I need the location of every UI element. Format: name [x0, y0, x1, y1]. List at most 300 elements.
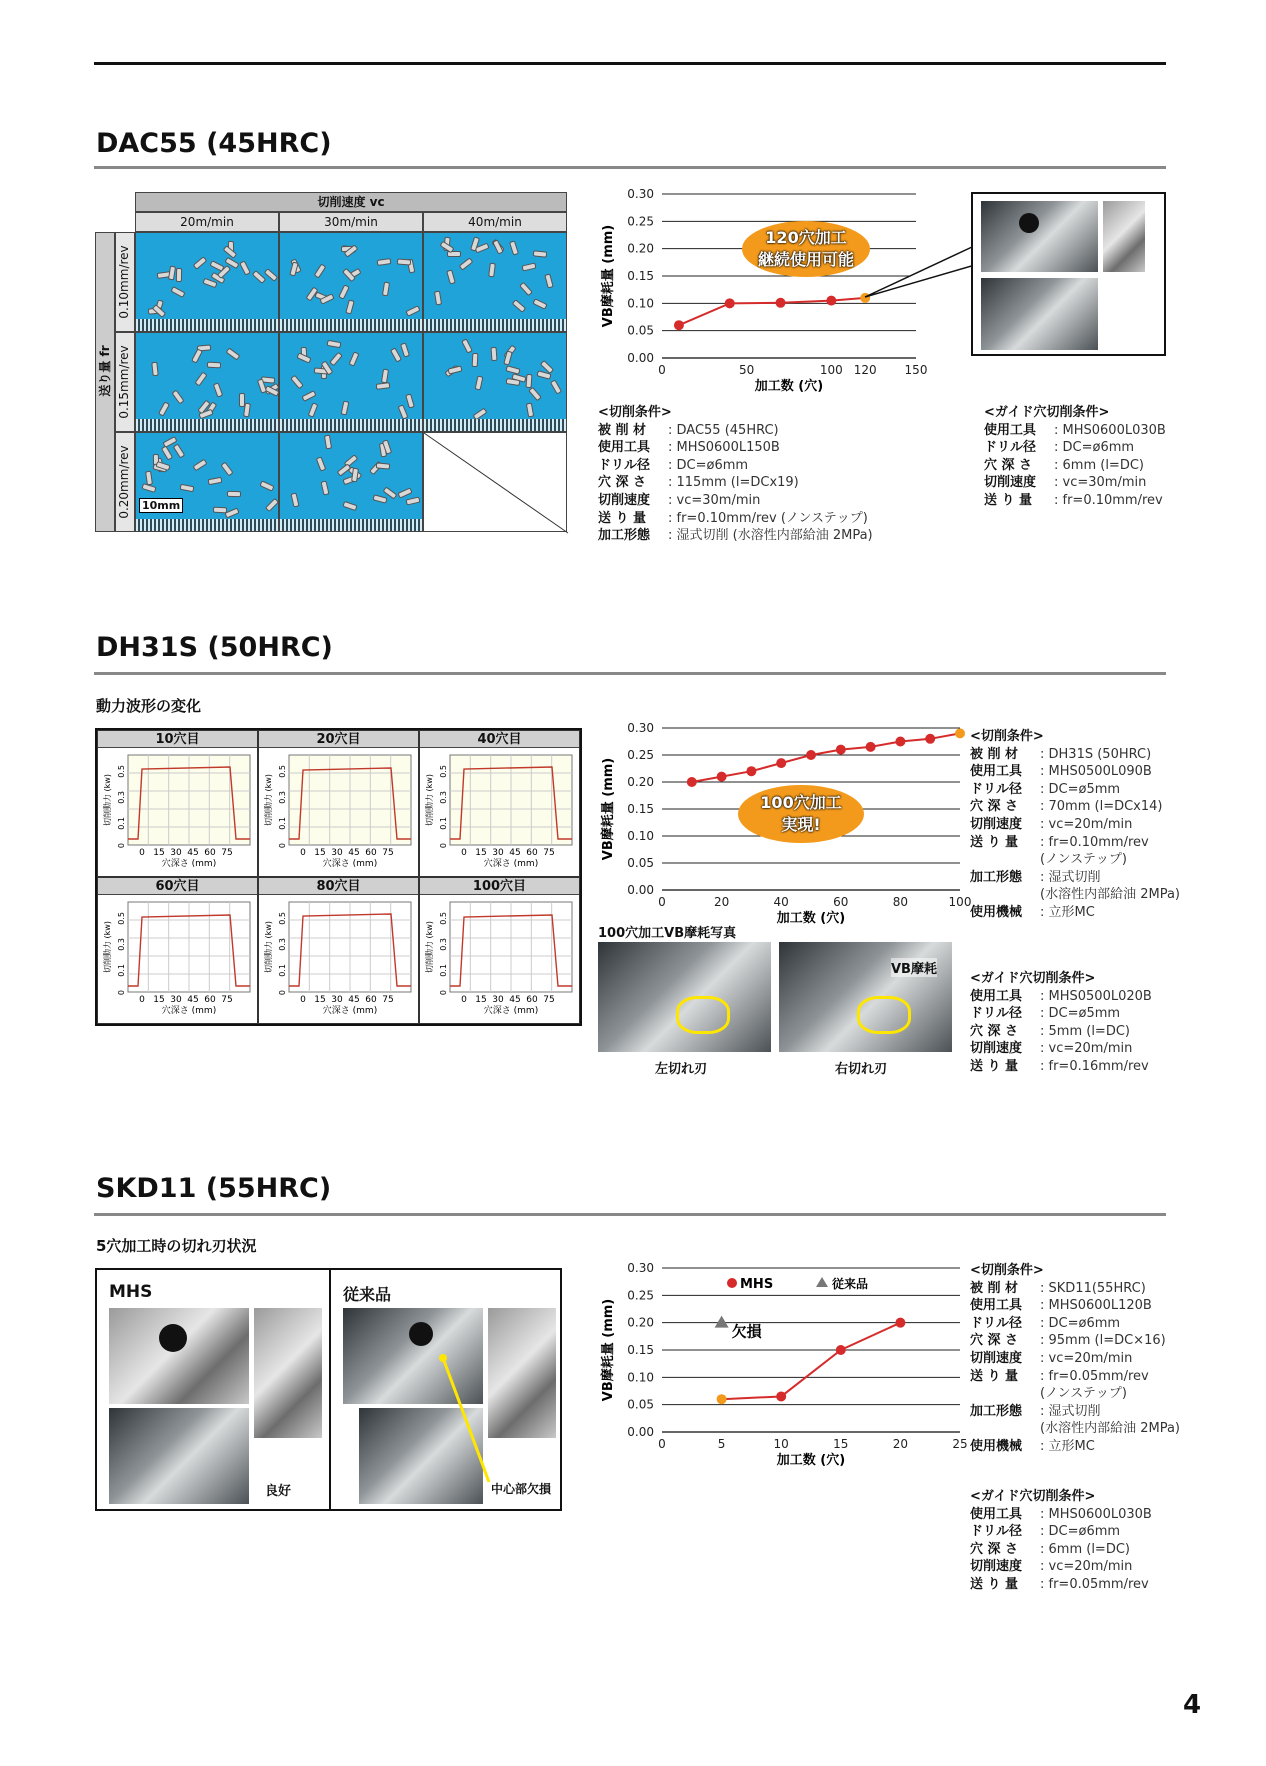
- condition-value: : vc=20m/min: [1040, 1350, 1133, 1366]
- wave-panel: [419, 730, 580, 877]
- condition-value: : 立形MC: [1040, 904, 1095, 920]
- wave-xtick: 15: [475, 848, 487, 858]
- condition-row: [970, 834, 1180, 852]
- data-point: [836, 745, 846, 755]
- wave-ytick: 0.5: [117, 912, 126, 925]
- condition-value: : fr=0.10mm/rev: [1040, 834, 1149, 850]
- condition-value: : 115mm (l=DCx19): [668, 475, 799, 491]
- x-tick-label: 25: [952, 1437, 968, 1451]
- data-point: [776, 298, 786, 308]
- y-tick-label: 0.30: [627, 721, 654, 735]
- wave-xtick: 15: [153, 848, 165, 858]
- y-tick-label: 0.10: [627, 829, 654, 843]
- wave-xlabel: 穴深さ (mm): [483, 1006, 539, 1016]
- data-point: [836, 1345, 846, 1355]
- wave-panel: [258, 877, 419, 1024]
- legend-mhs: MHS: [740, 1277, 774, 1292]
- y-tick-label: 0.00: [627, 351, 654, 365]
- y-tick-label: 0.15: [627, 269, 654, 283]
- condition-label: 使用機械: [970, 904, 1023, 920]
- condition-label: 穴 深 さ: [970, 1333, 1019, 1349]
- x-tick-label: 15: [833, 1437, 849, 1451]
- condition-value: : 5mm (l=DC): [1040, 1023, 1130, 1039]
- condition-value: : 湿式切削: [1040, 869, 1101, 885]
- vb-photo-right: [779, 942, 952, 1052]
- callout-100: [738, 785, 864, 843]
- wave-xtick: 60: [365, 848, 377, 858]
- condition-row: [970, 781, 1180, 799]
- section-title-dh31s: DH31S (50HRC): [96, 632, 333, 663]
- condition-row: [970, 1385, 1180, 1403]
- condition-label: 加工形態: [970, 1403, 1023, 1419]
- y-axis-label: VB摩耗量 (mm): [601, 1298, 616, 1402]
- condition-label: 送 り 量: [970, 834, 1019, 850]
- condition-label: ドリル径: [970, 1315, 1023, 1331]
- wave-ytick: 0: [278, 843, 287, 849]
- condition-value: (ノンステップ): [1040, 852, 1127, 868]
- wave-ylabel: 切削動力 (kw): [425, 774, 434, 826]
- x-tick-label: 10: [773, 1437, 789, 1451]
- condition-value: : MHS0600L120B: [1040, 1298, 1152, 1314]
- y-tick-label: 0.20: [627, 1315, 654, 1330]
- condition-value: : DC=ø6mm: [1040, 1524, 1121, 1540]
- section-rule: [94, 166, 1166, 169]
- wave-panel: [258, 730, 419, 877]
- wave-ytick: 0: [439, 990, 448, 996]
- left-edge-label: 左切れ刃: [655, 1062, 708, 1077]
- x-tick-label: 50: [739, 363, 755, 377]
- center-damage-label: 中心部欠損: [491, 1482, 552, 1496]
- condition-label: 切削速度: [970, 1041, 1023, 1057]
- wave-plot: [98, 749, 259, 878]
- condition-row: [970, 1420, 1180, 1438]
- condition-row: [970, 1403, 1180, 1421]
- x-axis-label: 加工数 (穴): [776, 911, 846, 926]
- callout-120: [742, 221, 870, 277]
- right-edge-label: 右切れ刃: [835, 1062, 888, 1077]
- condition-row: [970, 1576, 1152, 1594]
- condition-row: [970, 1558, 1152, 1576]
- data-point: [826, 296, 836, 306]
- condition-value: : vc=30m/min: [668, 492, 761, 508]
- x-axis-label: 加工数 (穴): [754, 379, 824, 394]
- wave-xlabel: 穴深さ (mm): [161, 1006, 217, 1016]
- condition-value: : vc=20m/min: [1040, 1559, 1133, 1575]
- series-line: [679, 298, 865, 325]
- data-point: [925, 734, 935, 744]
- wave-ytick: 0.1: [117, 817, 126, 830]
- condition-label: 切削速度: [970, 816, 1023, 832]
- x-tick-label: 100: [819, 363, 843, 377]
- damage-pointer: [437, 1354, 497, 1494]
- wave-xtick: 60: [204, 848, 216, 858]
- condition-label: ドリル径: [970, 1006, 1023, 1022]
- x-tick-label: 20: [892, 1437, 909, 1451]
- x-axis-label: 加工数 (穴): [776, 1453, 846, 1468]
- wave-ytick: 0.1: [278, 964, 287, 977]
- wave-ytick: 0.1: [439, 964, 448, 977]
- wave-xtick: 15: [153, 995, 165, 1005]
- wave-xtick: 0: [461, 848, 467, 858]
- condition-label: 被 削 材: [970, 746, 1019, 762]
- condition-label: 穴 深 さ: [970, 1541, 1019, 1557]
- section-title-skd11: SKD11 (55HRC): [96, 1173, 332, 1204]
- page-number: 4: [1183, 1690, 1202, 1720]
- wear-photo-2: [1103, 201, 1145, 272]
- wave-ytick: 0.1: [278, 817, 287, 830]
- wave-plot: [420, 896, 581, 1025]
- chip-photo: [423, 232, 567, 332]
- wave-plot: [98, 896, 259, 1025]
- x-tick-label: 120: [853, 363, 877, 377]
- wave-plot: [420, 749, 581, 878]
- wave-xlabel: 穴深さ (mm): [483, 859, 539, 869]
- data-point: [955, 728, 965, 738]
- y-tick-label: 0.15: [627, 802, 654, 816]
- wave-ylabel: 切削動力 (kw): [264, 774, 273, 826]
- wave-xtick: 30: [492, 995, 504, 1005]
- condition-value: : DAC55 (45HRC): [668, 422, 779, 438]
- condition-value: : fr=0.10mm/rev: [1054, 492, 1163, 508]
- wave-plot: [259, 749, 420, 878]
- legend-conv: 従来品: [832, 1277, 869, 1291]
- wave-ytick: 0.3: [439, 938, 448, 951]
- condition-row: [970, 763, 1180, 781]
- condition-label: 送 り 量: [984, 492, 1033, 508]
- condition-label: [970, 851, 1040, 869]
- condition-label: 穴 深 さ: [984, 457, 1033, 473]
- wave-xtick: 30: [170, 995, 182, 1005]
- conventional-point: [715, 1316, 729, 1328]
- photo-caption: 100穴加工VB摩耗写真: [598, 926, 737, 941]
- condition-label: 使用工具: [970, 1298, 1023, 1314]
- condition-label: ドリル径: [598, 457, 651, 473]
- data-point: [895, 737, 905, 747]
- wave-xtick: 15: [314, 995, 326, 1005]
- condition-row: [984, 422, 1166, 440]
- x-tick-label: 80: [892, 895, 909, 909]
- wave-xtick: 0: [300, 995, 306, 1005]
- x-tick-label: 20: [713, 895, 730, 909]
- y-axis-label: VB摩耗量 (mm): [601, 757, 616, 861]
- condition-row: [598, 439, 873, 457]
- wave-xtick: 75: [543, 848, 555, 858]
- condition-value: : DH31S (50HRC): [1040, 746, 1152, 762]
- condition-value: : MHS0500L020B: [1040, 988, 1152, 1004]
- wave-panel-title: 100穴目: [420, 878, 579, 895]
- section-title-dac55: DAC55 (45HRC): [96, 128, 332, 159]
- condition-value: : MHS0500L090B: [1040, 764, 1152, 780]
- condition-label: 使用工具: [598, 440, 651, 456]
- condition-row: [598, 510, 873, 528]
- condition-value: : MHS0600L030B: [1040, 1506, 1152, 1522]
- condition-label: 送 り 量: [970, 1368, 1019, 1384]
- y-tick-label: 0.15: [627, 1343, 654, 1357]
- condition-row: [984, 492, 1166, 510]
- condition-label: ドリル径: [970, 1524, 1023, 1540]
- y-tick-label: 0.05: [627, 323, 654, 338]
- wear-photo-3: [981, 278, 1098, 350]
- condition-label: 被 削 材: [970, 1280, 1019, 1296]
- condition-value: : fr=0.05mm/rev: [1040, 1576, 1149, 1592]
- condition-label: 送 り 量: [598, 510, 647, 526]
- wave-panel-title: 10穴目: [98, 731, 257, 748]
- condition-value: : 湿式切削 (水溶性内部給油 2MPa): [668, 528, 873, 544]
- condition-label: 使用工具: [970, 764, 1023, 780]
- condition-row: [970, 1541, 1152, 1559]
- conditions-heading: <切削条件>: [970, 1263, 1044, 1278]
- mhs-photo-1: [109, 1308, 249, 1404]
- condition-row: [984, 457, 1166, 475]
- condition-label: 加工形態: [598, 528, 651, 544]
- condition-row: [598, 457, 873, 475]
- wave-ytick: 0.3: [117, 938, 126, 951]
- mhs-photo-2: [254, 1308, 322, 1438]
- speed-40: 40m/min: [423, 212, 567, 232]
- y-tick-label: 0.20: [627, 775, 654, 789]
- condition-row: [970, 851, 1180, 869]
- wave-ylabel: 切削動力 (kw): [103, 774, 112, 826]
- wave-xtick: 45: [509, 995, 521, 1005]
- condition-value: : 95mm (l=DC×16): [1040, 1333, 1166, 1349]
- condition-row: [970, 1368, 1180, 1386]
- guide-skd11: [970, 1488, 1152, 1594]
- wave-ytick: 0: [278, 990, 287, 996]
- conv-photo-2: [488, 1308, 556, 1438]
- condition-value: : vc=20m/min: [1040, 1041, 1133, 1057]
- condition-value: : SKD11(55HRC): [1040, 1280, 1146, 1296]
- legend-marker-mhs: [727, 1278, 737, 1288]
- wave-xlabel: 穴深さ (mm): [322, 859, 378, 869]
- chip-photo: [279, 232, 423, 332]
- wave-xtick: 30: [331, 848, 343, 858]
- wave-xtick: 60: [526, 848, 538, 858]
- wave-xtick: 30: [492, 848, 504, 858]
- condition-label: [970, 1385, 1040, 1403]
- condition-label: 被 削 材: [598, 422, 647, 438]
- series-line: [692, 733, 960, 782]
- condition-row: [970, 869, 1180, 887]
- y-tick-label: 0.20: [627, 241, 654, 256]
- condition-value: : MHS0600L030B: [1054, 422, 1166, 438]
- scale-label: 10mm: [139, 498, 183, 513]
- wave-panel: [97, 877, 258, 1024]
- condition-label: 使用工具: [970, 1506, 1023, 1522]
- condition-row: [970, 1438, 1180, 1456]
- condition-value: : DC=ø6mm: [1040, 1315, 1121, 1331]
- condition-label: ドリル径: [984, 440, 1037, 456]
- wave-plot: [259, 896, 420, 1025]
- wave-xtick: 75: [382, 995, 394, 1005]
- wave-panel-title: 20穴目: [259, 731, 418, 748]
- wear-photo-1: [981, 201, 1098, 272]
- speed-header: 切削速度 vc: [135, 192, 567, 212]
- condition-row: [970, 1350, 1180, 1368]
- wave-panel: [419, 877, 580, 1024]
- wave-xtick: 45: [348, 848, 360, 858]
- empty-cell: [423, 432, 567, 532]
- condition-value: (水溶性内部給油 2MPa): [1040, 1421, 1180, 1437]
- data-point: [776, 1391, 786, 1401]
- wave-grid: [95, 728, 582, 1026]
- wave-xtick: 15: [314, 848, 326, 858]
- data-point: [866, 742, 876, 752]
- wave-ytick: 0: [117, 843, 126, 849]
- guide-dac55: [984, 404, 1166, 510]
- wave-ytick: 0: [117, 990, 126, 996]
- condition-row: [970, 1506, 1152, 1524]
- wave-xtick: 30: [170, 848, 182, 858]
- wave-xtick: 45: [348, 995, 360, 1005]
- wave-xtick: 45: [509, 848, 521, 858]
- wave-xtick: 75: [221, 995, 233, 1005]
- y-tick-label: 0.00: [627, 883, 654, 897]
- callout-line-2: 実現!: [781, 815, 821, 834]
- damage-annotation: 欠損: [731, 1322, 762, 1341]
- x-tick-label: 60: [833, 895, 849, 909]
- condition-value: : MHS0600L150B: [668, 440, 780, 456]
- condition-value: (ノンステップ): [1040, 1386, 1127, 1402]
- condition-label: 穴 深 さ: [970, 799, 1019, 815]
- y-tick-label: 0.25: [627, 214, 654, 229]
- condition-value: : 6mm (l=DC): [1054, 457, 1144, 473]
- x-tick-label: 150: [904, 363, 928, 377]
- x-tick-label: 0: [658, 895, 666, 909]
- condition-row: [970, 1297, 1180, 1315]
- conditions-dh31s: [970, 728, 1180, 922]
- data-point: [687, 777, 697, 787]
- wave-ytick: 0.3: [117, 791, 126, 804]
- wave-xtick: 75: [221, 848, 233, 858]
- y-tick-label: 0.05: [627, 1397, 654, 1412]
- edge-subhead: 5穴加工時の切れ刃状況: [96, 1237, 257, 1255]
- condition-value: : fr=0.05mm/rev: [1040, 1368, 1149, 1384]
- condition-row: [970, 1023, 1152, 1041]
- condition-label: [970, 1420, 1040, 1438]
- condition-label: 使用工具: [970, 988, 1023, 1004]
- x-tick-label: 40: [773, 895, 789, 909]
- condition-label: 加工形態: [970, 869, 1023, 885]
- feed-label: 送り量 fr: [98, 345, 112, 397]
- condition-label: 使用機械: [970, 1438, 1023, 1454]
- data-point: [806, 750, 816, 760]
- feed-010: 0.10mm/rev: [117, 245, 131, 319]
- wave-subhead: 動力波形の変化: [96, 697, 202, 715]
- wave-ytick: 0: [439, 843, 448, 849]
- condition-row: [598, 492, 873, 510]
- condition-label: ドリル径: [970, 781, 1023, 797]
- wave-xtick: 0: [139, 995, 145, 1005]
- wave-xtick: 0: [461, 995, 467, 1005]
- data-point: [717, 772, 727, 782]
- wave-xtick: 60: [526, 995, 538, 1005]
- vb-label: VB摩耗: [891, 958, 937, 977]
- condition-row: [970, 1332, 1180, 1350]
- x-tick-label: 0: [658, 363, 666, 377]
- wave-ytick: 0.5: [278, 765, 287, 778]
- y-tick-label: 0.00: [627, 1425, 654, 1439]
- chip-photo: [279, 332, 423, 432]
- condition-row: [598, 474, 873, 492]
- chip-photo: [423, 332, 567, 432]
- wave-xtick: 0: [139, 848, 145, 858]
- wear-chart-skd11: [596, 1258, 968, 1476]
- condition-value: : vc=20m/min: [1040, 816, 1133, 832]
- wave-ylabel: 切削動力 (kw): [425, 921, 434, 973]
- conventional-label: 従来品: [343, 1285, 392, 1304]
- condition-value: : fr=0.16mm/rev: [1040, 1058, 1149, 1074]
- condition-label: 送 り 量: [970, 1576, 1019, 1592]
- edge-compare: [95, 1268, 562, 1511]
- y-tick-label: 0.10: [627, 1370, 654, 1385]
- condition-row: [984, 439, 1166, 457]
- section-rule: [94, 1213, 1166, 1216]
- condition-value: : DC=ø5mm: [1040, 781, 1121, 797]
- guide-heading: <ガイド穴切削条件>: [970, 1489, 1096, 1504]
- wave-xtick: 60: [365, 995, 377, 1005]
- condition-value: : 湿式切削: [1040, 1403, 1101, 1419]
- condition-label: [970, 886, 1040, 904]
- condition-label: 穴 深 さ: [598, 475, 647, 491]
- condition-row: [984, 474, 1166, 492]
- data-point: [746, 766, 756, 776]
- chip-photo: [279, 432, 423, 532]
- y-axis-label: VB摩耗量 (mm): [601, 224, 616, 328]
- wave-xtick: 75: [382, 848, 394, 858]
- condition-value: : DC=ø5mm: [1040, 1006, 1121, 1022]
- data-point: [776, 758, 786, 768]
- y-tick-label: 0.10: [627, 296, 654, 311]
- condition-label: 切削速度: [984, 475, 1037, 491]
- y-tick-label: 0.30: [627, 1261, 654, 1275]
- conditions-skd11: [970, 1262, 1180, 1456]
- condition-value: : DC=ø6mm: [1054, 440, 1135, 456]
- condition-row: [970, 1280, 1180, 1298]
- speed-20: 20m/min: [135, 212, 279, 232]
- wave-xtick: 0: [300, 848, 306, 858]
- wave-ylabel: 切削動力 (kw): [264, 921, 273, 973]
- x-tick-label: 5: [717, 1437, 726, 1451]
- conditions-heading: <切削条件>: [970, 729, 1044, 744]
- condition-row: [970, 798, 1180, 816]
- condition-row: [970, 904, 1180, 922]
- speed-30: 30m/min: [279, 212, 423, 232]
- x-tick-label: 100: [948, 895, 972, 909]
- condition-label: 使用工具: [984, 422, 1037, 438]
- wave-ytick: 0.5: [439, 765, 448, 778]
- wave-ytick: 0.5: [117, 765, 126, 778]
- wave-xtick: 30: [331, 995, 343, 1005]
- condition-row: [970, 1040, 1152, 1058]
- condition-value: : 6mm (l=DC): [1040, 1541, 1130, 1557]
- chip-photo: [135, 232, 279, 332]
- condition-label: 切削速度: [970, 1559, 1023, 1575]
- data-point: [895, 1318, 905, 1328]
- wave-xtick: 75: [543, 995, 555, 1005]
- callout-line-1: 100穴加工: [760, 793, 842, 812]
- wave-ytick: 0.5: [439, 912, 448, 925]
- y-tick-label: 0.25: [627, 1288, 654, 1303]
- good-label: 良好: [265, 1484, 292, 1499]
- wave-xtick: 60: [204, 995, 216, 1005]
- wave-xtick: 45: [187, 848, 199, 858]
- guide-heading: <ガイド穴切削条件>: [970, 971, 1096, 986]
- y-tick-label: 0.25: [627, 748, 654, 762]
- feed-020: 0.20mm/rev: [117, 445, 131, 519]
- wave-panel: [97, 730, 258, 877]
- condition-value: : fr=0.10mm/rev (ノンステップ): [668, 510, 868, 526]
- top-rule: [94, 62, 1166, 65]
